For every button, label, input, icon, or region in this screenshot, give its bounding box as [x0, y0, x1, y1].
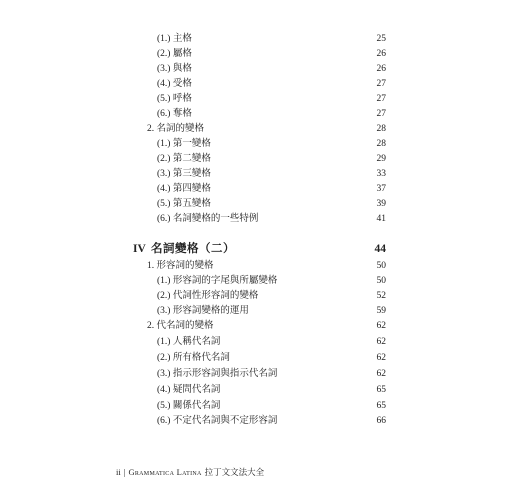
toc-entry-label: (5.) 呼格 [157, 94, 192, 104]
toc-entry[interactable] [0, 46, 520, 62]
toc-entry[interactable] [0, 196, 520, 212]
toc-chapter-heading[interactable] [0, 240, 520, 258]
toc-entry-page: 25 [376, 34, 386, 44]
toc-entry[interactable] [0, 413, 520, 429]
toc-entry-label: (6.) 奪格 [157, 109, 192, 119]
toc-entry[interactable] [0, 273, 520, 289]
toc-entry-page: 28 [376, 139, 386, 149]
toc-entry-label: (2.) 所有格代名詞 [157, 353, 230, 363]
toc-entry[interactable] [0, 91, 520, 107]
footer-book-title-latin: Grammatica Latina [128, 467, 202, 477]
toc-entry-page: 65 [376, 401, 386, 411]
toc-entry-label: (2.) 代詞性形容詞的變格 [157, 291, 259, 301]
toc-entry-page: 50 [376, 276, 386, 286]
toc-entry[interactable] [0, 288, 520, 304]
toc-entry[interactable] [0, 181, 520, 197]
toc-entry-label: (1.) 第一變格 [157, 139, 211, 149]
toc-section-page: 62 [376, 321, 386, 331]
toc-entry-label: (3.) 指示形容詞與指示代名詞 [157, 369, 278, 379]
toc-section[interactable] [0, 258, 520, 274]
chapter-number: IV [133, 243, 146, 255]
toc-entry[interactable] [0, 382, 520, 398]
toc-entry[interactable] [0, 350, 520, 366]
toc-entry-page: 27 [376, 79, 386, 89]
toc-entry-page: 39 [376, 199, 386, 209]
toc-section-label: 2. 名詞的變格 [147, 124, 205, 134]
toc-entry[interactable] [0, 76, 520, 92]
toc-entry[interactable] [0, 106, 520, 122]
toc-entry-page: 27 [376, 94, 386, 104]
toc-entry-page: 29 [376, 154, 386, 164]
toc-entry-page: 27 [376, 109, 386, 119]
toc-entry-label: (4.) 第四變格 [157, 184, 211, 194]
toc-entry[interactable] [0, 366, 520, 382]
toc-entry-label: (4.) 受格 [157, 79, 192, 89]
toc-entry[interactable] [0, 398, 520, 414]
toc-entry-label: (6.) 名詞變格的一些特例 [157, 214, 259, 224]
toc-entry-label: (3.) 第三變格 [157, 169, 211, 179]
toc-entry-page: 62 [376, 369, 386, 379]
footer-page-number: ii [116, 467, 121, 477]
toc-entry-page: 52 [376, 291, 386, 301]
toc-entry-label: (3.) 與格 [157, 64, 192, 74]
chapter-page: 44 [374, 243, 386, 255]
toc-entry-page: 66 [376, 416, 386, 426]
toc-entry-label: (1.) 形容詞的字尾與所屬變格 [157, 276, 278, 286]
toc-entry-page: 41 [376, 214, 386, 224]
footer-book-title-chinese: 拉丁文文法大全 [204, 467, 265, 477]
toc-entry[interactable] [0, 166, 520, 182]
toc-section-page: 28 [376, 124, 386, 134]
toc-entry-label: (2.) 第二變格 [157, 154, 211, 164]
toc-entry-page: 33 [376, 169, 386, 179]
toc-entry-page: 62 [376, 353, 386, 363]
footer-separator: | [123, 467, 126, 477]
toc-entry-label: (3.) 形容詞變格的運用 [157, 306, 249, 316]
toc-entry-page: 62 [376, 337, 386, 347]
toc-entry-label: (5.) 第五變格 [157, 199, 211, 209]
toc-entry-label: (1.) 主格 [157, 34, 192, 44]
toc-entry[interactable] [0, 136, 520, 152]
toc-entry-page: 65 [376, 385, 386, 395]
toc-entry-label: (4.) 疑問代名詞 [157, 385, 221, 395]
toc-entry[interactable] [0, 61, 520, 77]
toc-entry-label: (6.) 不定代名詞與不定形容詞 [157, 416, 278, 426]
toc-entry-label: (2.) 屬格 [157, 49, 192, 59]
toc-entry-label: (1.) 人稱代名詞 [157, 337, 221, 347]
toc-section[interactable] [0, 318, 520, 334]
toc-entry-page: 37 [376, 184, 386, 194]
toc-entry[interactable] [0, 31, 520, 47]
toc-entry-label: (5.) 關係代名詞 [157, 401, 221, 411]
page-footer [116, 466, 264, 478]
toc-entry-page: 26 [376, 64, 386, 74]
toc-entry-page: 59 [376, 306, 386, 316]
toc-entry[interactable] [0, 303, 520, 319]
toc-entry-page: 26 [376, 49, 386, 59]
toc-section[interactable] [0, 121, 520, 137]
toc-section-page: 50 [376, 261, 386, 271]
toc-section-label: 1. 形容詞的變格 [147, 261, 214, 271]
toc-entry[interactable] [0, 151, 520, 167]
toc-section-label: 2. 代名詞的變格 [147, 321, 214, 331]
toc-entry[interactable] [0, 211, 520, 227]
chapter-title: 名詞變格（二） [151, 243, 235, 255]
toc-entry[interactable] [0, 334, 520, 350]
